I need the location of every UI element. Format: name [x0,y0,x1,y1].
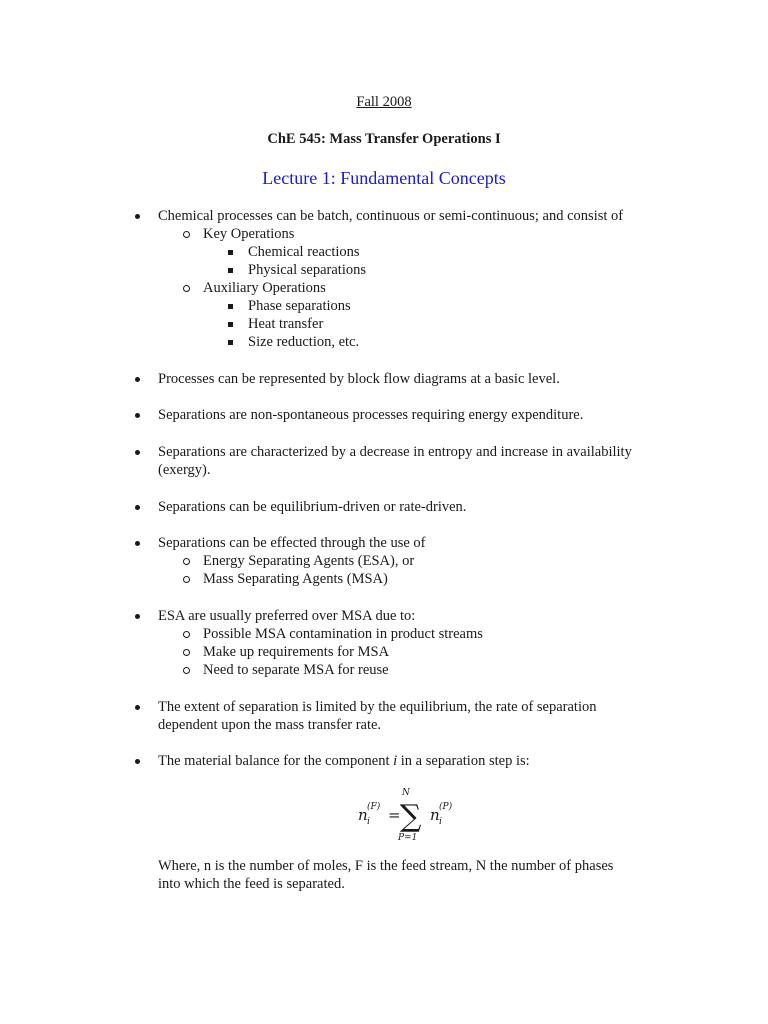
list-item: Separations can be equilibrium-driven or rate-driven. [0,498,768,516]
lhs-superscript: (F) [367,802,381,812]
list-item: Energy Separating Agents (ESA), or [0,552,768,570]
bullet-icon [135,377,140,382]
list-item-continuation: dependent upon the mass transfer rate. [158,717,382,733]
list-item: Phase separations [0,297,768,315]
equation-graphic [350,785,470,845]
paragraph-line: into which the feed is separated. [158,876,345,892]
list-item: Heat transfer [0,315,768,333]
bullet-icon [135,759,140,764]
component-variable: i [393,753,398,769]
material-balance-text-before: The material balance for the component [158,753,394,769]
rhs-variable: n [430,806,440,824]
circle-bullet-icon [183,649,190,656]
bullet-material-balance [0,752,768,770]
bullet-icon [135,614,140,619]
list-item: Separations are characterized by a decrease in entropy and increase in availability [0,443,768,461]
square-bullet-icon [228,268,233,273]
list-item: Make up requirements for MSA [0,643,768,661]
list-item: Separations can be effected through the use of [0,534,768,552]
square-bullet-icon [228,340,233,345]
bullet-extent-separation [0,698,768,734]
bullet-equilibrium-rate [0,498,768,516]
list-item: Chemical reactions [0,243,768,261]
definition-paragraph [158,857,658,893]
bullet-separating-agents [0,534,768,588]
lecture-title: Lecture 1: Fundamental Concepts [262,168,506,188]
bullet-block-flow [0,370,768,388]
list-item [0,752,768,770]
list-item: Auxiliary Operations [0,279,768,297]
list-item: ESA are usually preferred over MSA due to: [0,607,768,625]
list-item: Mass Separating Agents (MSA) [0,570,768,588]
rhs-superscript: (P) [439,802,453,812]
list-item: Possible MSA contamination in product streams [0,625,768,643]
bullet-icon [135,214,140,219]
circle-bullet-icon [183,285,190,292]
sum-upper-limit: N [402,788,410,798]
list-item: Key Operations [0,225,768,243]
circle-bullet-icon [183,576,190,583]
bullet-esa-preferred [0,607,768,679]
sum-lower-limit: P=1 [398,833,418,843]
bullet-processes-group [0,207,768,351]
summation-symbol: ∑ [400,799,422,834]
circle-bullet-icon [183,667,190,674]
lhs-subscript: i [367,817,370,827]
list-item: The extent of separation is limited by the equilibrium, the rate of separation [0,698,768,716]
square-bullet-icon [228,304,233,309]
equals-sign: = [388,806,401,824]
bullet-icon [135,413,140,418]
semester-heading: Fall 2008 [356,94,412,110]
material-balance-equation [0,785,768,845]
list-item: Size reduction, etc. [0,333,768,351]
list-item: Need to separate MSA for reuse [0,661,768,679]
list-item: Separations are non-spontaneous processes requiring energy expenditure. [0,406,768,424]
bullet-icon [135,450,140,455]
lhs-variable: n [358,806,368,824]
bullet-entropy [0,443,768,479]
square-bullet-icon [228,322,233,327]
circle-bullet-icon [183,231,190,238]
bullet-icon [135,505,140,510]
material-balance-text-after: in a separation step is: [397,753,530,769]
list-item-continuation: (exergy). [158,462,211,478]
bullet-icon [135,541,140,546]
course-title: ChE 545: Mass Transfer Operations I [267,131,501,147]
list-item: Processes can be represented by block flow diagrams at a basic level. [0,370,768,388]
circle-bullet-icon [183,631,190,638]
bullet-icon [135,705,140,710]
list-item: Chemical processes can be batch, continuous or semi-continuous; and consist of [0,207,768,225]
square-bullet-icon [228,250,233,255]
circle-bullet-icon [183,558,190,565]
rhs-subscript: i [439,817,442,827]
list-item: Physical separations [0,261,768,279]
paragraph-line: Where, n is the number of moles, F is the feed stream, N the number of phases [158,858,614,874]
bullet-non-spontaneous [0,406,768,424]
